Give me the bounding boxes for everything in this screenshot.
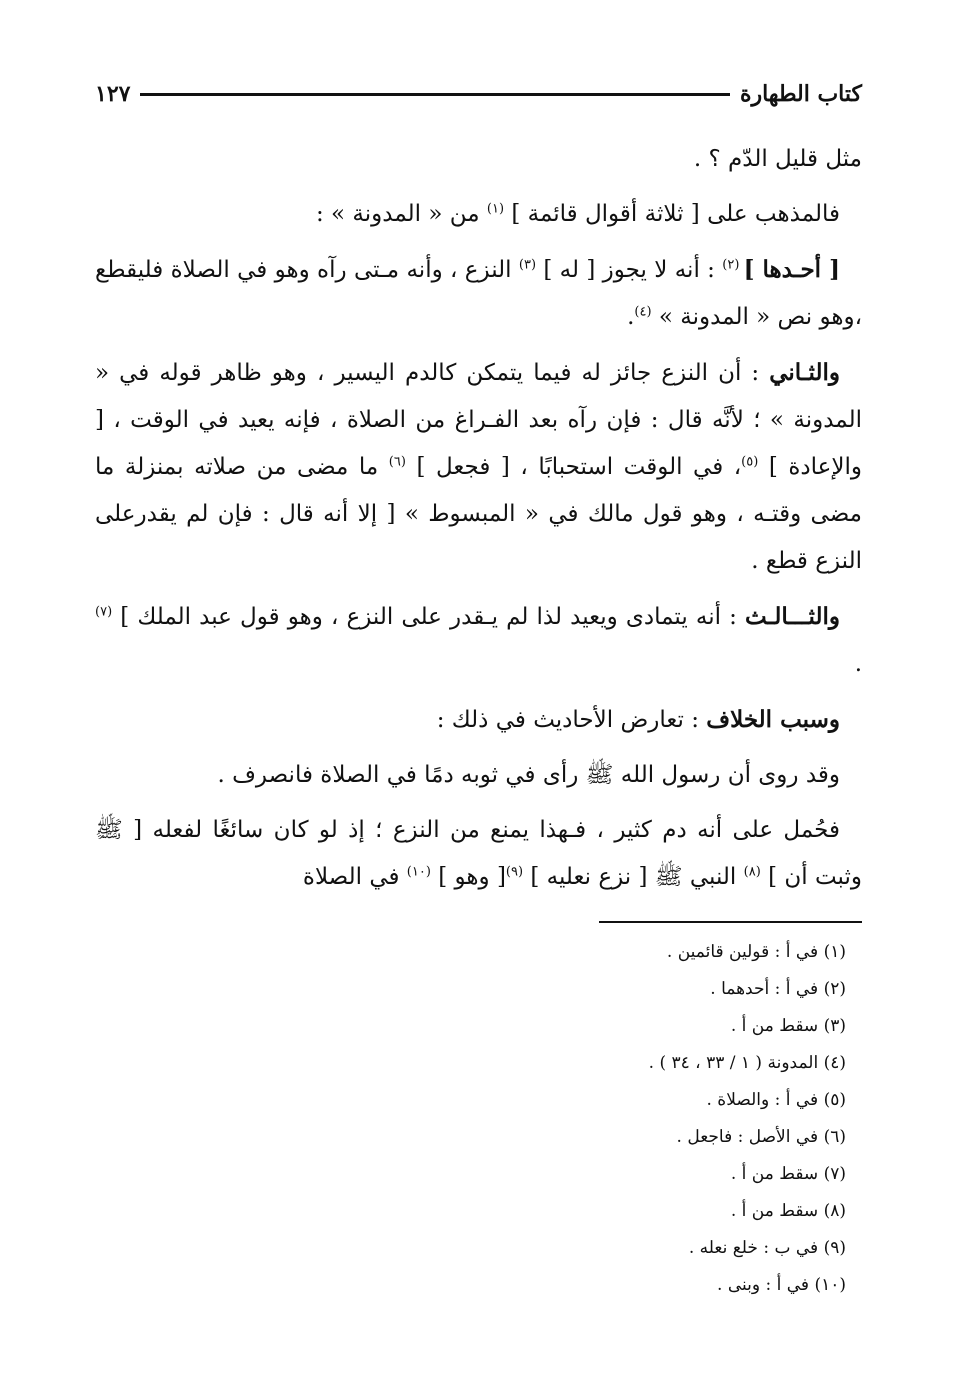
footnotes [160, 934, 846, 1304]
paragraph-4-lead: والثـاني [769, 359, 840, 386]
paragraph-2 [95, 191, 862, 238]
paragraph-3-text-1: : أنه لا يجوز [ له ] [536, 257, 723, 283]
paragraph-6-lead: وسبب الخلاف [706, 706, 840, 733]
footnote: (١) في أ : قولين قائمين . [666, 942, 846, 962]
paragraph-4-text-1: : أن النزع جائز له فيما يتمكن كالدم اليسير ، وهو ظاهر قوله في « المدونة » ؛ لأنَّه قال : فإن رآه بعد الفـراغ من الصلاة ، فإنه يعيد في الوقت ، [ والإعادة ] [95, 360, 862, 480]
paragraph-8-text-3: [ وهو ] [430, 864, 506, 890]
note-ref-6: (٦) [388, 454, 406, 470]
note-ref-8: (٨) [743, 864, 761, 880]
paragraph-1 [95, 136, 862, 183]
paragraph-5-lead: والثـــالـث [745, 603, 840, 630]
paragraph-4 [95, 349, 862, 585]
chapter-title: كتاب الطهارة [739, 81, 862, 107]
note-ref-4: (٤) [634, 304, 652, 320]
paragraph-5 [95, 593, 862, 688]
footnote: (٧) سقط من أ . [730, 1164, 846, 1184]
note-ref-2: (٢) [722, 257, 744, 273]
note-ref-9: (٩) [505, 864, 524, 880]
paragraph-8 [95, 807, 862, 901]
paragraph-7 [95, 752, 862, 799]
note-ref-10: (١٠) [406, 864, 431, 880]
paragraph-8-text-4: في الصلاة [302, 864, 407, 890]
paragraph-4-text-2: ، في الوقت استحبابًا ، [ فجعل ] [405, 454, 742, 480]
note-ref-5: (٥) [741, 454, 759, 470]
footnote: (٨) سقط من أ . [730, 1201, 846, 1221]
paragraph-3-lead: [ أحـدها ] [743, 256, 840, 283]
paragraph-8-text-2: النبي ﷺ [ نزع نعليه ] [523, 864, 744, 890]
footnote: (٥) في أ : والصلاة . [706, 1090, 846, 1110]
paragraph-6-text: : تعارض الأحاديث في ذلك : [436, 707, 707, 733]
main-text [95, 136, 862, 909]
note-ref-1: (١) [486, 201, 505, 217]
paragraph-7-text: وقد روى أن رسول الله ﷺ رأى في ثوبه دمًا في الصلاة فانصرف . [217, 762, 840, 788]
paragraph-5-text-1: : أنه يتمادى ويعيد لذا لم يـقدر على النزع ، وهو قول عبد الملك ] [112, 604, 745, 630]
paragraph-8-text-1: فحُمل على أنه دم كثير ، فـهذا يمنع من النزع ؛ إذ لو كان سائغًا لفعله [ ﷺ وثبت أن ] [95, 817, 862, 890]
paragraph-2-text-2: من « المدونة » : [315, 201, 487, 227]
paragraph-3 [95, 246, 862, 341]
paragraph-3-text-2: النزع ، وأنه مـتى رآه وهو في الصلاة فليقطع ،وهو نص « المدونة » [95, 257, 862, 330]
note-ref-7: (٧) [95, 604, 113, 620]
footnote: (٦) في الأصل : فاجعل . [676, 1127, 846, 1147]
paragraph-5-text-2: . [854, 651, 862, 677]
paragraph-1-text: مثل قليل الدّم ؟ . [693, 146, 862, 172]
footnote: (٤) المدونة ( ١ / ٣٣ ، ٣٤ ) . [648, 1053, 846, 1073]
running-header [95, 74, 862, 114]
paragraph-6 [95, 696, 862, 744]
footnote-separator [599, 921, 862, 923]
paragraph-2-text-1: فالمذهب على [ ثلاثة أقوال قائمة ] [504, 201, 840, 227]
footnote: (٩) في ب : خلع نعله . [688, 1238, 846, 1258]
footnote: (٢) في أ : أحدهما . [710, 979, 846, 999]
footnote: (١٠) في أ : وبنى . [717, 1275, 846, 1295]
paragraph-4-text-3: ما مضى من صلاته بمنزلة ما مضى وقتـه ، وهو قول مالك في « المبسوط » [ إلا أنه قال : فإن لم يقدرعلى النزع قطع . [95, 454, 862, 574]
page-number: ١٢٧ [95, 81, 131, 107]
paragraph-3-text-3: . [627, 304, 635, 330]
header-rule [140, 93, 730, 96]
note-ref-3: (٣) [518, 257, 537, 273]
footnote: (٣) سقط من أ . [730, 1016, 846, 1036]
